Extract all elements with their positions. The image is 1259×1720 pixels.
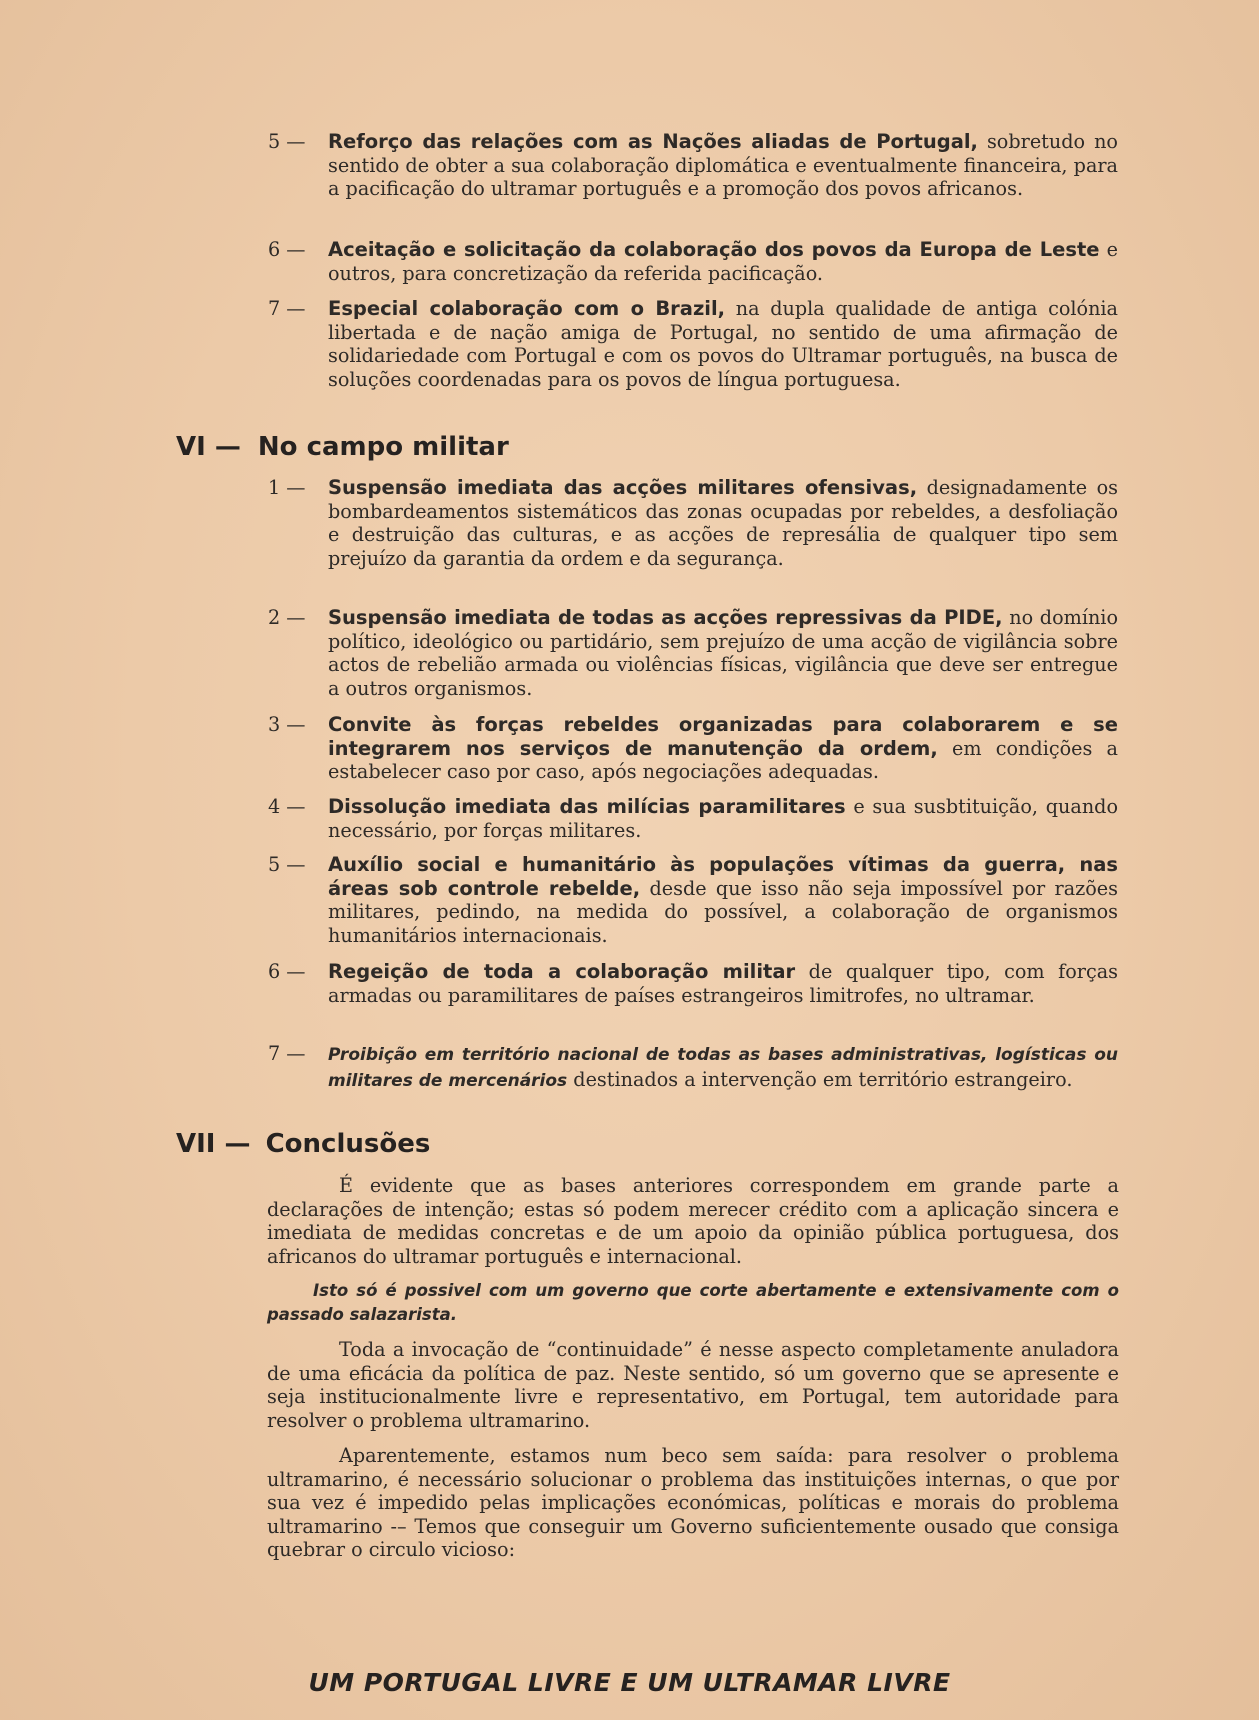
item-text: em condições a estabelecer caso por caso, após negociações adequadas. bbox=[328, 736, 1118, 783]
item-lead: Proibição em território nacional de todas as bases administrativas, logísticas ou militares de mercenários bbox=[328, 1045, 1118, 1091]
item-number: 3 — bbox=[268, 713, 306, 736]
item-number: 7 — bbox=[268, 297, 306, 320]
conclusion-emphasis: Isto só é possivel com um governo que corte abertamente e extensivamente com o passado salazarista. bbox=[267, 1281, 1119, 1324]
list-item bbox=[268, 713, 1118, 784]
closing-slogan: UM PORTUGAL LIVRE E UM ULTRAMAR LIVRE bbox=[308, 1668, 951, 1697]
item-text: de qualquer tipo, com forças armadas ou paramilitares de países estrangeiros limitrofes, no ultramar. bbox=[328, 960, 1118, 1007]
section-title: Conclusões bbox=[265, 1129, 431, 1159]
list-item bbox=[268, 297, 1118, 391]
item-lead: Especial colaboração com o Brazil, bbox=[328, 297, 726, 320]
item-lead: Auxílio social e humanitário às populações vítimas da guerra, nas áreas sob controle rebelde, bbox=[328, 853, 1118, 900]
section-heading-vi bbox=[176, 432, 509, 462]
item-number: 5 — bbox=[268, 130, 306, 153]
item-number: 5 — bbox=[268, 853, 306, 876]
conclusion-paragraph: Aparentemente, estamos num beco sem saída: para resolver o problema ultramarino, é necessário solucionar o problema das instituições internas, o que por sua vez é impedido pelas implicações económicas, políticas e morais do problema ultramarino -– Temos que conseguir um Governo suficientemente ousado que consiga quebrar o circulo vicioso: bbox=[267, 1444, 1119, 1561]
item-number: 4 — bbox=[268, 795, 306, 818]
list-item bbox=[268, 853, 1118, 947]
item-text: na dupla qualidade de antiga colónia libertada e de nação amiga de Portugal, no sentido de uma afirmação de solidariedade com Portugal e com os povos do Ultramar português, na busca de soluções coordenadas para os povos de língua portuguesa. bbox=[328, 297, 1118, 391]
item-number: 6 — bbox=[268, 238, 306, 261]
item-lead: Suspensão imediata das acções militares ofensivas, bbox=[328, 476, 918, 499]
item-text: e outros, para concretização da referida pacificação. bbox=[328, 238, 1118, 285]
item-text: no domínio político, ideológico ou partidário, sem prejuízo de uma acção de vigilância sobre actos de rebelião armada ou violências físicas, vigilância que deve ser entregue a outros organismos. bbox=[328, 606, 1119, 700]
item-text: destinados a intervenção em território estrangeiro. bbox=[567, 1067, 1073, 1091]
section-numeral: VI — bbox=[176, 432, 241, 462]
list-item bbox=[268, 476, 1118, 570]
item-lead: Dissolução imediata das milícias paramilitares bbox=[328, 795, 846, 818]
list-item bbox=[268, 1042, 1118, 1093]
list-item bbox=[268, 795, 1118, 842]
item-lead: Suspensão imediata de todas as acções repressivas da PIDE, bbox=[328, 606, 1003, 629]
section-title: No campo militar bbox=[257, 432, 509, 462]
item-text: designadamente os bombardeamentos sistemáticos das zonas ocupadas por rebeldes, a desfoliação e destruição das culturas, e as acções de represália de qualquer tipo sem prejuízo da garantia da ordem e da segurança. bbox=[328, 476, 1118, 570]
conclusion-paragraph: Toda a invocação de “continuidade” é nesse aspecto completamente anuladora de uma eficácia da política de paz. Neste sentido, só um governo que se apresente e seja institucionalmente livre e representativo, em Portugal, tem autoridade para resolver o problema ultramarino. bbox=[267, 1338, 1119, 1432]
item-lead: Aceitação e solicitação da colaboração dos povos da Europa de Leste bbox=[328, 238, 1100, 261]
list-item bbox=[268, 130, 1118, 201]
item-text: desde que isso não seja impossível por razões militares, pedindo, na medida do possível, a colaboração de organismos humanitários internacionais. bbox=[328, 876, 1118, 947]
item-number: 2 — bbox=[268, 606, 306, 629]
item-number: 6 — bbox=[268, 960, 306, 983]
item-lead: Regeição de toda a colaboração militar bbox=[328, 960, 796, 983]
item-lead: Convite às forças rebeldes organizadas para colaborarem e se integrarem nos serviços de manutenção da ordem, bbox=[328, 713, 1118, 760]
section-numeral: VII — bbox=[176, 1129, 251, 1159]
item-text: sobretudo no sentido de obter a sua colaboração diplomática e eventualmente financeira, para a pacificação do ultramar português e a promoção dos povos africanos. bbox=[328, 130, 1118, 200]
conclusion-paragraph: É evidente que as bases anteriores correspondem em grande parte a declarações de intenção; estas só podem merecer crédito com a aplicação sincera e imediata de medidas concretas e de um apoio da opinião pública portuguesa, dos africanos do ultramar português e internacional. bbox=[267, 1174, 1119, 1268]
item-number: 1 — bbox=[268, 476, 306, 499]
list-item bbox=[268, 238, 1118, 285]
item-lead: Reforço das relações com as Nações aliadas de Portugal, bbox=[328, 130, 978, 153]
list-item bbox=[268, 606, 1118, 700]
item-number: 7 — bbox=[268, 1042, 306, 1065]
item-text: e sua susbtituição, quando necessário, por forças militares. bbox=[328, 795, 1119, 842]
section-heading-vii bbox=[176, 1129, 430, 1159]
list-item bbox=[268, 960, 1118, 1007]
